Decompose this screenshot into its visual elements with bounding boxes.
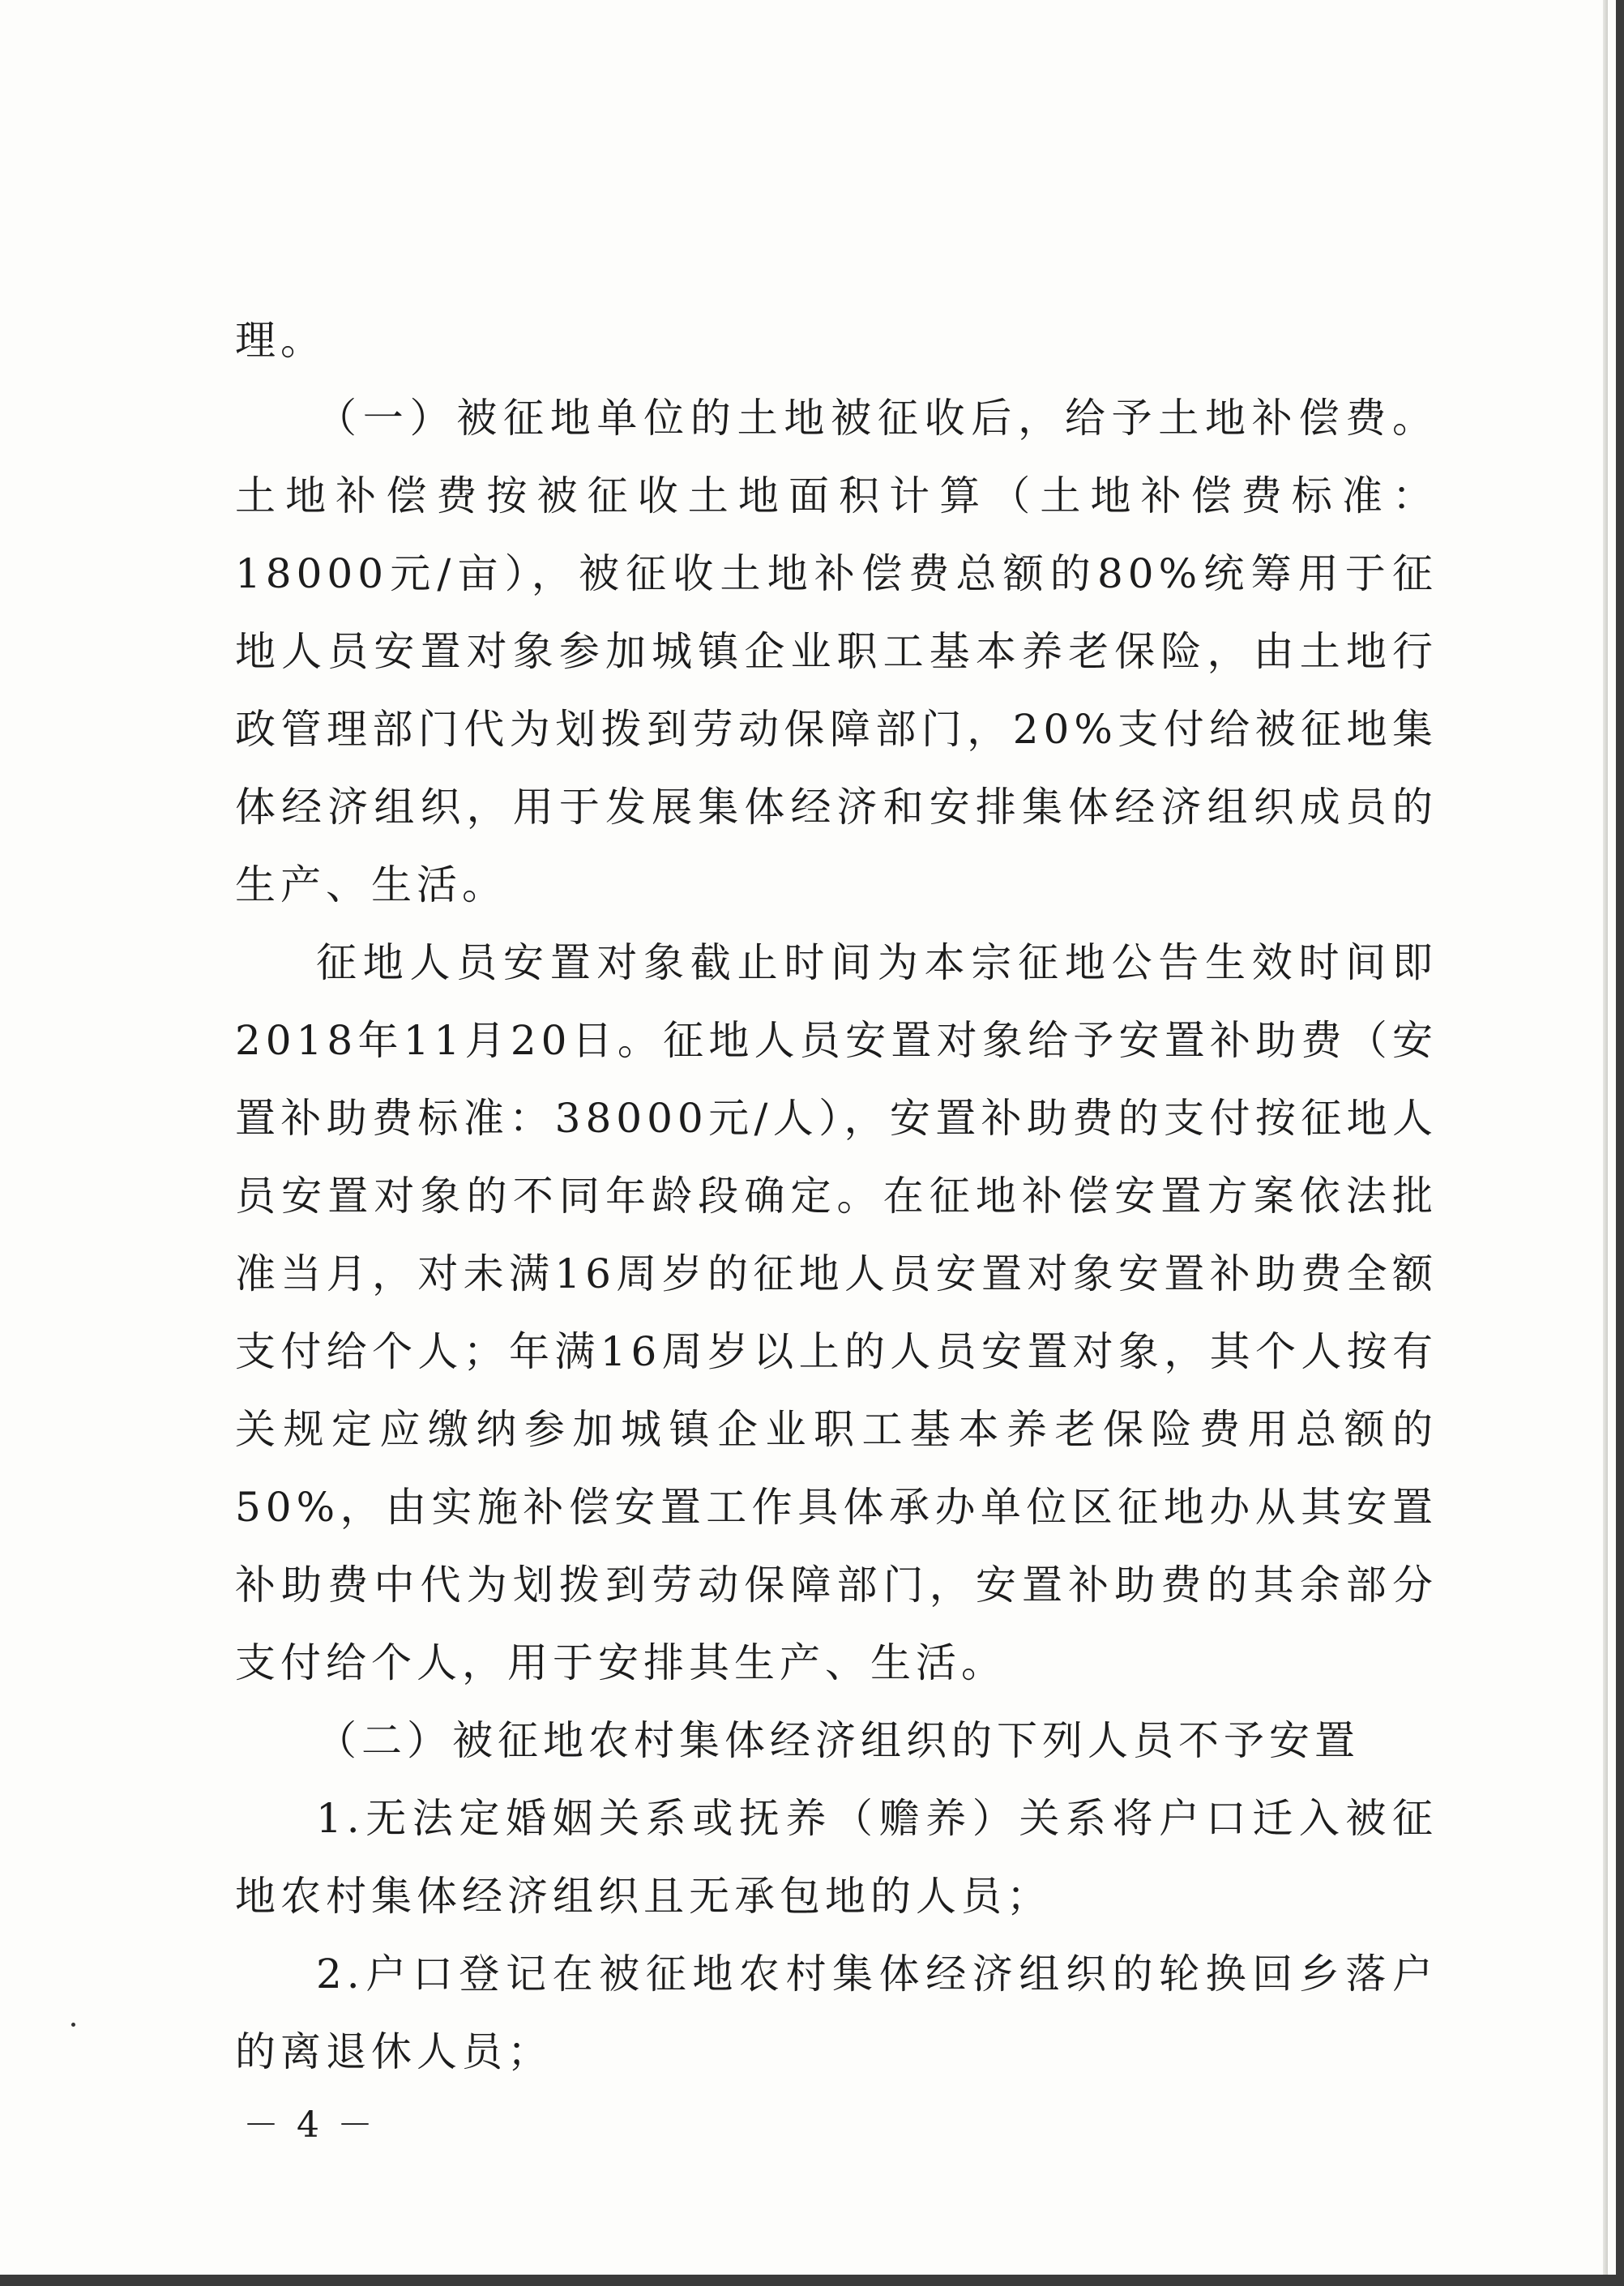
scan-edge <box>1603 0 1608 2275</box>
paragraph-section-two-heading: （二）被征地农村集体经济组织的下列人员不予安置 <box>316 1717 1360 1764</box>
page-number: － 4 － <box>243 2104 376 2146</box>
body-text <box>235 301 1438 2091</box>
scan-speck <box>71 2023 75 2027</box>
paragraph-land-compensation: （一）被征地单位的土地被征收后，给予土地补偿费。土地补偿费按被征收土地面积计算（土地补偿费标准：18000元/亩），被征收土地补偿费总额的80%统筹用于征地人员安置对象参加城镇企业职工基本养老保险，由土地行政管理部门代为划拨到劳动保障部门，20%支付给被征地集体经济组织，用于发展集体经济和安排集体经济组织成员的生产、生活。 <box>235 395 1438 908</box>
paragraph-item-2: 2.户口登记在被征地农村集体经济组织的轮换回乡落户的离退休人员； <box>235 1951 1438 2075</box>
paragraph-resettlement-subsidy: 征地人员安置对象截止时间为本宗征地公告生效时间即2018年11月20日。征地人员安置对象给予安置补助费（安置补助费标准：38000元/人），安置补助费的支付按征地人员安置对象的不同年龄段确定。在征地补偿安置方案依法批准当月，对未满16周岁的征地人员安置对象安置补助费全额支付给个人；年满16周岁以上的人员安置对象，其个人按有关规定应缴纳参加城镇企业职工基本养老保险费用总额的50%，由实施补偿安置工作具体承办单位区征地办从其安置补助费中代为划拨到劳动保障部门，安置补助费的其余部分支付给个人，用于安排其生产、生活。 <box>235 939 1438 1686</box>
paragraph-continuation: 理。 <box>235 317 326 364</box>
paragraph-item-1: 1.无法定婚姻关系或抚养（赡养）关系将户口迁入被征地农村集体经济组织且无承包地的人员； <box>235 1795 1438 1920</box>
